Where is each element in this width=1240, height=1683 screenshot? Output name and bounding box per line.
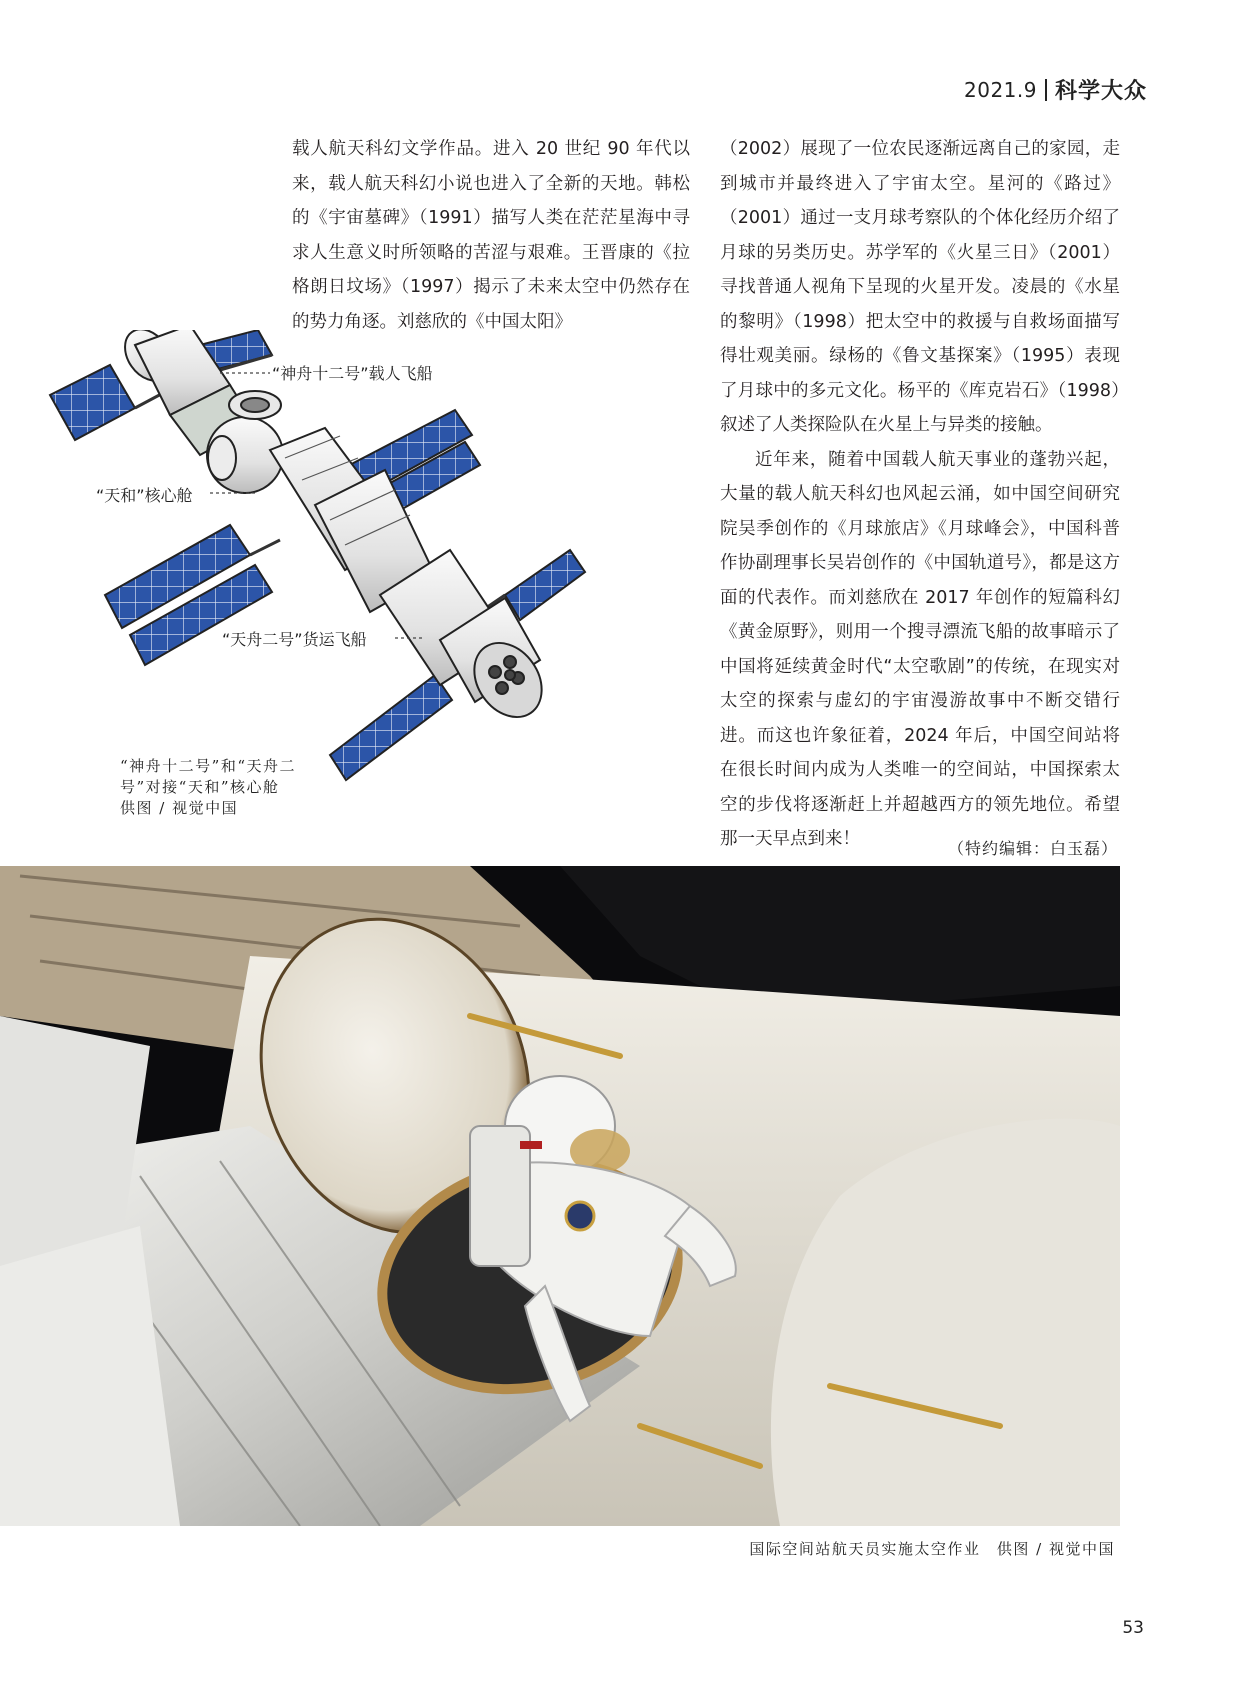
diagram-caption	[120, 756, 330, 819]
label-tianzhou: “天舟二号”货运飞船	[222, 630, 367, 649]
photo-caption: 国际空间站航天员实施太空作业 供图 / 视觉中国	[749, 1540, 1115, 1558]
page-header	[964, 74, 1147, 105]
right-column	[720, 132, 1120, 857]
right-paragraph-2: 近年来，随着中国载人航天事业的蓬勃兴起，大量的载人航天科幻也风起云涌，如中国空间研究院吴季创作的《月球旅店》《月球峰会》，中国科普作协副理事长吴岩创作的《中国轨道号》，都是这方面的代表作。而刘慈欣在 2017 年创作的短篇科幻《黄金原野》，则用一个搜寻漂流飞船的故事暗示了中国将延续黄金时代“太空歌剧”的传统，在现实对太空的探索与虚幻的宇宙漫游故事中不断交错行进。而这也许象征着，2024 年后，中国空间站将在很长时间内成为人类唯一的空间站，中国探索太空的步伐将逐渐赶上并超越西方的领先地位。希望那一天早点到来！	[720, 449, 1120, 849]
label-shenzhou: “神舟十二号”载人飞船	[272, 364, 433, 383]
iss-eva-photo	[0, 866, 1120, 1526]
issue-number: 2021.9	[964, 77, 1037, 102]
right-paragraph-1: （2002）展现了一位农民逐渐远离自己的家园，走到城市并最终进入了宇宙太空。星河的《路过》（2001）通过一支月球考察队的个体化经历介绍了月球的另类历史。苏学军的《火星三日》（2001）寻找普通人视角下呈现的火星开发。凌晨的《水星的黎明》（1998）把太空中的救援与自救场面描写得壮观美丽。绿杨的《鲁文基探案》（1995）表现了月球中的多元文化。杨平的《库克岩石》（1998）叙述了人类探险队在火星上与异类的接触。	[720, 139, 1120, 435]
left-column	[292, 132, 690, 339]
tianzhou-solar-panel-lower	[330, 675, 452, 780]
diagram-caption-line-1: “神舟十二号”和“天舟二	[120, 757, 297, 775]
iss-eva-illustration	[0, 866, 1120, 1526]
left-paragraph: 载人航天科幻文学作品。进入 20 世纪 90 年代以来，载人航天科幻小说也进入了全新的天地。韩松的《宇宙墓碑》（1991）描写人类在茫茫星海中寻求人生意义时所领略的苦涩与艰难。王晋康的《拉格朗日坟场》（1997）揭示了未来太空中仍然存在的势力角逐。刘慈欣的《中国太阳》	[292, 139, 690, 332]
diagram-caption-line-3: 供图 / 视觉中国	[120, 799, 239, 817]
shenzhou-solar-panel-left	[50, 365, 135, 440]
editor-credit: （特约编辑：白玉磊）	[947, 839, 1118, 858]
label-tianhe: “天和”核心舱	[96, 486, 193, 505]
magazine-logo: 科学大众	[1054, 78, 1147, 104]
page-number: 53	[1122, 1618, 1144, 1638]
diagram-caption-line-2: 号”对接“天和”核心舱	[120, 778, 280, 796]
header-divider	[1045, 79, 1047, 101]
tianzhou-solar-panel-right	[505, 550, 585, 620]
